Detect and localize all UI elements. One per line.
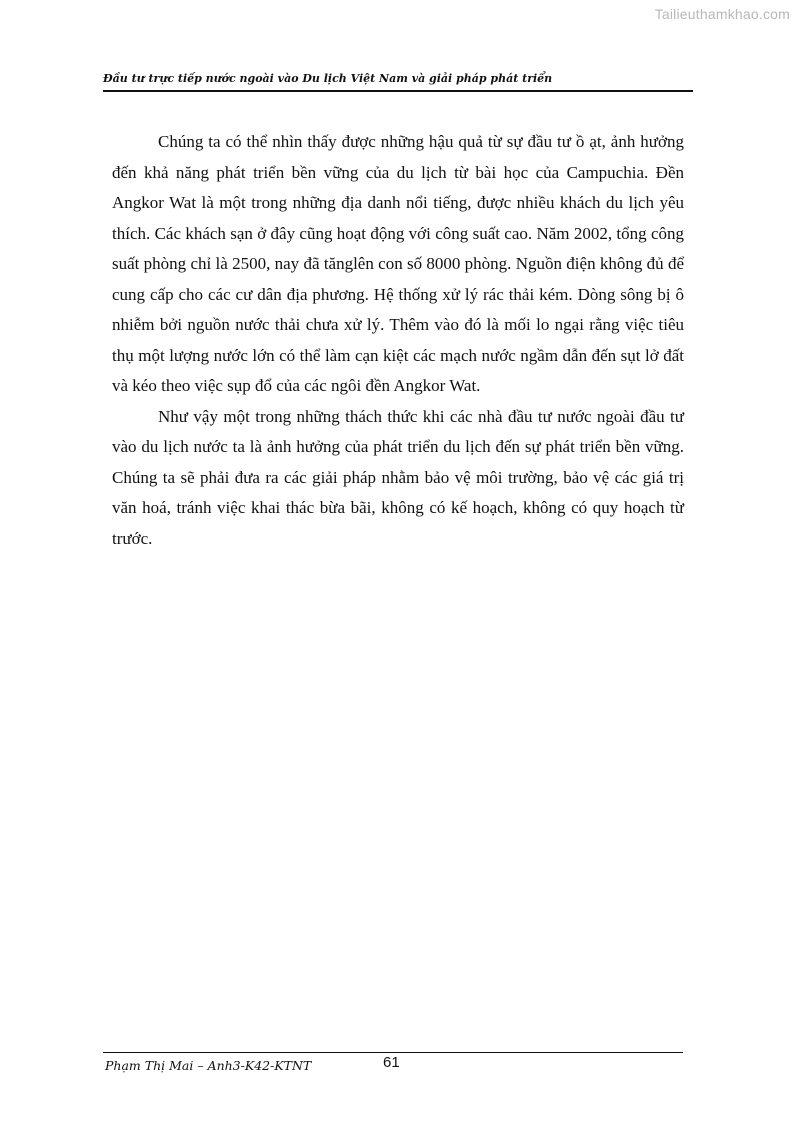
watermark: Tailieuthamkhao.com bbox=[654, 6, 790, 22]
footer-rule bbox=[103, 1052, 683, 1053]
footer-author: Phạm Thị Mai – Anh3-K42-KTNT bbox=[105, 1058, 312, 1073]
paragraph-1: Chúng ta có thể nhìn thấy được những hậu quả từ sự đầu tư ồ ạt, ảnh hưởng đến khả năng phát triển bền vững của du lịch từ bài học của Campuchia. Đền Angkor Wat là một trong những địa danh nổi tiếng, được nhiều khách du lịch yêu thích. Các khách sạn ở đây cũng hoạt động với công suất cao. Năm 2002, tổng công suất phòng chỉ là 2500, nay đã tănglên con số 8000 phòng. Nguồn điện không đủ để cung cấp cho các cư dân địa phương. Hệ thống xử lý rác thải kém. Dòng sông bị ô nhiễm bởi nguồn nước thải chưa xử lý. Thêm vào đó là mối lo ngại rằng việc tiêu thụ một lượng nước lớn có thể làm cạn kiệt các mạch nước ngầm dẫn đến sụt lở đất và kéo theo việc sụp đổ của các ngôi đền Angkor Wat. bbox=[112, 132, 684, 395]
header-rule bbox=[103, 90, 693, 92]
body-text bbox=[112, 127, 684, 554]
paragraph-2: Như vậy một trong những thách thức khi các nhà đầu tư nước ngoài đầu tư vào du lịch nước ta là ảnh hưởng của phát triển du lịch đến sự phát triển bền vững. Chúng ta sẽ phải đưa ra các giải pháp nhằm bảo vệ môi trường, bảo vệ các giá trị văn hoá, tránh việc khai thác bừa bãi, không có kế hoạch, không có quy hoạch từ trước. bbox=[112, 406, 684, 548]
page-footer bbox=[103, 1050, 683, 1074]
header-title: Đầu tư trực tiếp nước ngoài vào Du lịch Việt Nam và giải pháp phát triển bbox=[103, 72, 553, 85]
page-number: 61 bbox=[383, 1054, 400, 1071]
page-header bbox=[103, 72, 693, 92]
